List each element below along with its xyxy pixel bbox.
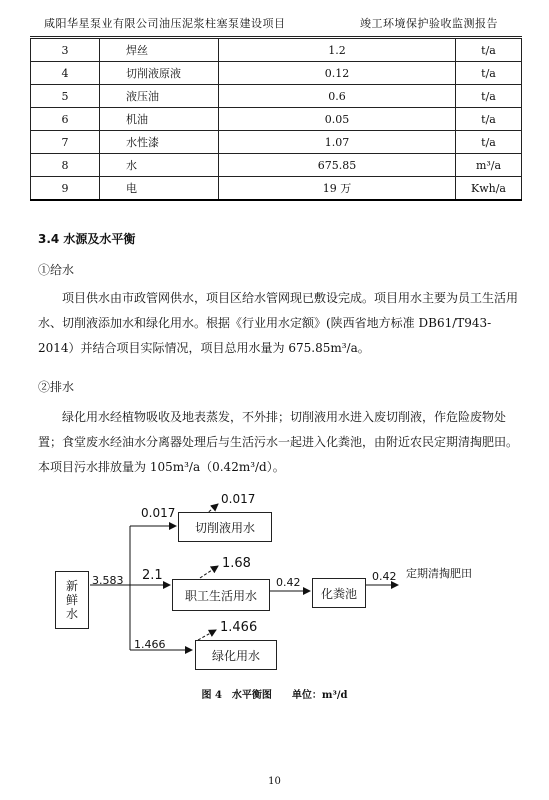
material-amount: 675.85 [219,154,456,177]
material-name: 电 [100,177,219,201]
row-number: 8 [31,154,100,177]
table-row [31,131,522,154]
cutting-water-box [178,512,272,542]
source-box [55,571,89,629]
drainage-subheading: ②排水 [38,380,75,394]
material-unit: Kwh/a [456,177,522,201]
material-name: 水性漆 [100,131,219,154]
staff-outflow: 0.42 [276,576,301,589]
table-row [31,177,522,201]
material-name: 液压油 [100,85,219,108]
material-amount: 0.12 [219,62,456,85]
table-row [31,39,522,62]
figure-caption: 图 4 水平衡图 单位：m³/d [201,690,348,701]
material-unit: m³/a [456,154,522,177]
cutting-inflow: 0.017 [141,506,176,520]
staff-water-box [172,579,270,611]
septic-tank-box [312,578,366,608]
row-number: 6 [31,108,100,131]
material-amount: 1.07 [219,131,456,154]
material-amount: 1.2 [219,39,456,62]
staff-inflow: 2.1 [142,568,163,583]
header-report-title: 竣工环境保护验收监测报告 [360,17,498,30]
supply-subheading: ①给水 [38,263,75,277]
table-row [31,62,522,85]
septic-tank-label: 化粪池 [320,586,357,601]
greening-inflow: 1.466 [134,638,166,651]
source-label: 新鲜水 [65,579,78,621]
page-header [30,10,522,37]
drainage-paragraph: 绿化用水经植物吸收及地表蒸发，不外排；切削液用水进入废切削液，作危险废物处置；食堂废水经油水分离器处理后与生活污水一起进入化粪池，由附近农民定期清掏肥田。本项目污水排放量为 105m³/a（0.42m³/d）。 [38,410,519,474]
green-loss-arrow [198,630,216,640]
page-number: 10 [268,776,281,787]
water-balance-diagram [0,490,549,680]
table-row [31,108,522,131]
material-name: 机油 [100,108,219,131]
materials-table [30,38,522,201]
septic-outflow: 0.42 [372,570,397,583]
material-amount: 0.6 [219,85,456,108]
material-unit: t/a [456,39,522,62]
staff-loss-arrow [200,566,218,578]
source-flow: 3.583 [92,574,124,587]
cutting-loss: 0.017 [221,492,256,506]
material-amount: 0.05 [219,108,456,131]
greening-loss: 1.466 [220,620,258,635]
material-name: 水 [100,154,219,177]
row-number: 3 [31,39,100,62]
table-row [31,154,522,177]
cutting-water-label: 切削液用水 [194,520,255,535]
staff-loss: 1.68 [222,556,251,571]
material-name: 切削液原液 [100,62,219,85]
material-unit: t/a [456,85,522,108]
material-name: 焊丝 [100,39,219,62]
row-number: 9 [31,177,100,201]
header-project-name: 咸阳华星泵业有限公司油压泥浆柱塞泵建设项目 [44,17,286,30]
table-row [31,85,522,108]
row-number: 7 [31,131,100,154]
supply-paragraph: 项目供水由市政管网供水，项目区给水管网现已敷设完成。项目用水主要为员工生活用水、切削液添加水和绿化用水。根据《行业用水定额》(陕西省地方标准 DB61/T943-2014）并结合项目实际情况，项目总用水量为 675.85m³/a。 [38,291,519,355]
section-heading: 3.4 水源及水平衡 [38,232,136,246]
greening-water-label: 绿化用水 [211,648,260,663]
material-unit: t/a [456,131,522,154]
staff-water-label: 职工生活用水 [184,588,257,603]
destination-label: 定期清掏肥田 [406,567,472,580]
material-unit: t/a [456,108,522,131]
material-amount: 19 万 [219,177,456,201]
row-number: 5 [31,85,100,108]
material-unit: t/a [456,62,522,85]
greening-water-box [195,640,277,670]
row-number: 4 [31,62,100,85]
